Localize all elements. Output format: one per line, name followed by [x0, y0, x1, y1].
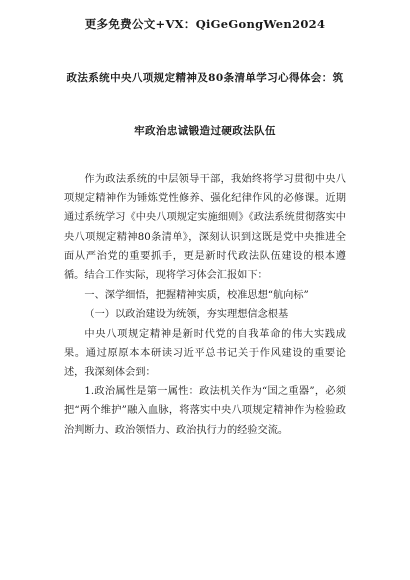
subsection-heading-1: （一）以政治建设为统领，夯实理想信念根基 [84, 309, 289, 321]
document-title-line-2: 牢政治忠诚锻造过硬政法队伍 [134, 125, 276, 137]
promo-header: 更多免费公文+VX：QiGeGongWen2024 [84, 17, 326, 31]
document-body [64, 170, 346, 440]
intro-paragraph: 作为政法系统的中层领导干部，我始终将学习贯彻中央八项规定精神作为锤炼党性修养、强化纪律作风的必修课。近期通过系统学习《中央八项规定实施细则》《政法系统贯彻落实中央八项规定精神80条清单》，深刻认识到这既是党中央推进全面从严治党的重要抓手，更是新时代政法队伍建设的根本遵循。结合工作实际，现将学习体会汇报如下： [64, 174, 346, 282]
document-title-line-1: 政法系统中央八项规定精神及80条清单学习心得体会：筑 [66, 72, 344, 84]
body-paragraph-1: 中央八项规定精神是新时代党的自我革命的伟大实践成果。通过原原本本研读习近平总书记关于作风建设的重要论述，我深刻体会到： [64, 328, 346, 379]
body-paragraph-2: 1.政治属性是第一属性：政法机关作为“国之重器”，必须把“两个维护”融入血脉，将落实中央八项规定精神作为检验政治判断力、政治领悟力、政治执行力的经验交流。 [64, 386, 346, 436]
section-heading-1: 一、深学细悟，把握精神实质，校准思想“航向标” [84, 290, 309, 302]
